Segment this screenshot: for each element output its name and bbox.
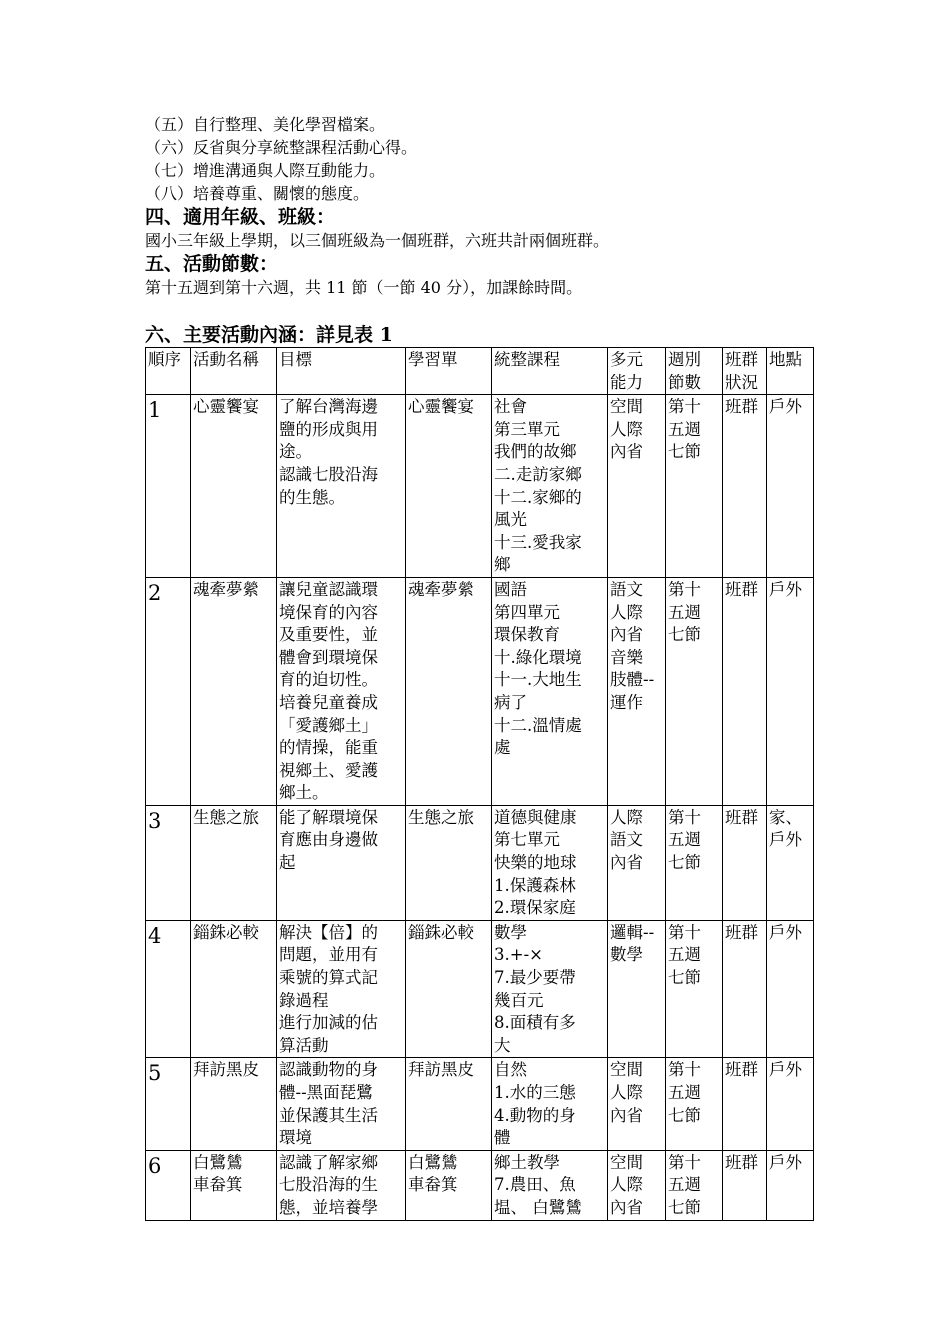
cell-sheet (406, 920, 492, 1058)
cell-group (723, 395, 767, 578)
document-page (145, 113, 815, 1221)
cell-line: 家、 (769, 807, 802, 827)
cell-line: 3.+-× (494, 945, 543, 965)
cell-line: 十三.愛我家 (494, 532, 582, 552)
cell-line: 目標 (279, 350, 312, 369)
cell-line: 戶外 (769, 922, 802, 942)
cell-line: 育應由身邊做 (279, 830, 378, 850)
cell-line: 內省 (610, 442, 643, 462)
cell-line: 五週 (668, 1175, 701, 1195)
cell-group (723, 1058, 767, 1150)
intro-item: （七）增進溝通與人際互動能力。 (145, 161, 386, 180)
cell-line: 了解台灣海邊 (279, 397, 378, 417)
column-header (767, 348, 814, 395)
cell-place (767, 1150, 814, 1220)
column-header (723, 348, 767, 395)
cell-line: 十二.溫情處 (494, 715, 582, 735)
cell-line: 8.面積有多 (494, 1013, 576, 1033)
cell-line: 車畚箕 (193, 1175, 243, 1195)
cell-line: 「愛護鄉土」 (279, 715, 378, 735)
cell-ability (608, 1058, 666, 1150)
cell-sheet (406, 1058, 492, 1150)
cell-course (492, 920, 608, 1058)
cell-group (723, 805, 767, 920)
cell-line: 生態之旅 (408, 807, 474, 827)
cell-name (191, 1058, 277, 1150)
cell-sheet (406, 577, 492, 805)
column-header (492, 348, 608, 395)
cell-line: 數學 (494, 922, 527, 942)
table-header-row (146, 348, 814, 395)
cell-line: 幾百元 (494, 990, 544, 1010)
cell-sheet (406, 805, 492, 920)
cell-ability (608, 1150, 666, 1220)
cell-line: 五週 (668, 945, 701, 965)
cell-line: 地點 (769, 350, 802, 369)
cell-line: 音樂 (610, 647, 643, 667)
cell-line: 育的迫切性。 (279, 670, 378, 690)
cell-line: 風光 (494, 510, 527, 530)
row-number: 4 (146, 920, 191, 1058)
cell-week (666, 577, 723, 805)
cell-line: 內省 (610, 1197, 643, 1217)
cell-line: 人際 (610, 1083, 643, 1102)
cell-line: 車畚箕 (408, 1175, 458, 1195)
table-row (146, 1058, 814, 1150)
cell-line: 班群 (725, 350, 758, 369)
column-header (666, 348, 723, 395)
cell-line: 起 (279, 853, 296, 873)
cell-line: 內省 (610, 1105, 643, 1125)
cell-goal (277, 395, 406, 578)
cell-line: 的生態。 (279, 487, 345, 507)
cell-place (767, 920, 814, 1058)
cell-line: 學習單 (408, 350, 458, 369)
cell-place (767, 577, 814, 805)
cell-course (492, 805, 608, 920)
cell-line: 戶外 (769, 830, 802, 850)
cell-line: 自然 (494, 1060, 527, 1080)
cell-line: 錄過程 (279, 990, 329, 1010)
column-header (191, 348, 277, 395)
cell-line: 認識了解家鄉 (279, 1152, 378, 1172)
cell-line: 戶外 (769, 579, 802, 599)
cell-line: 戶外 (769, 1152, 802, 1172)
cell-line: 七節 (668, 1197, 701, 1217)
cell-line: 的情操，能重 (279, 738, 378, 758)
cell-line: 空間 (610, 1152, 643, 1172)
cell-line: 1.保護森林 (494, 875, 576, 895)
cell-week (666, 1058, 723, 1150)
cell-line: 多元 (610, 350, 643, 369)
cell-line: 體會到環境保 (279, 647, 378, 667)
cell-line: 體--黑面琵鷺 (279, 1083, 373, 1102)
cell-name (191, 395, 277, 578)
cell-line: 鄉 (494, 555, 511, 575)
table-body (146, 395, 814, 1220)
table-row (146, 920, 814, 1058)
activity-table (145, 347, 814, 1221)
cell-line: 內省 (610, 625, 643, 645)
cell-line: 七節 (668, 968, 701, 988)
cell-line: 邏輯-- (610, 922, 655, 942)
cell-line: 順序 (148, 350, 181, 369)
row-number: 2 (146, 577, 191, 805)
section4-heading: 四、適用年級、班級： (145, 206, 336, 228)
cell-line: 第七單元 (494, 830, 560, 850)
cell-name (191, 1150, 277, 1220)
cell-line: 五週 (668, 830, 701, 850)
cell-line: 7.最少要帶 (494, 968, 576, 988)
cell-line: 病了 (494, 692, 527, 712)
cell-line: 境保育的內容 (279, 602, 378, 622)
cell-line: 二.走訪家鄉 (494, 464, 582, 484)
spacer (145, 299, 815, 323)
cell-line: 人際 (610, 807, 643, 827)
cell-line: 第四單元 (494, 602, 560, 622)
cell-line: 戶外 (769, 397, 802, 417)
cell-line: 1.水的三態 (494, 1083, 576, 1102)
cell-line: 十.綠化環境 (494, 647, 582, 667)
cell-line: 七節 (668, 625, 701, 645)
cell-line: 第三單元 (494, 419, 560, 439)
cell-line: 7.農田、魚 (494, 1175, 576, 1195)
cell-line: 培養兒童養成 (279, 692, 378, 712)
cell-place (767, 395, 814, 578)
cell-line: 環境 (279, 1128, 312, 1148)
cell-line: 快樂的地球 (494, 853, 577, 873)
cell-course (492, 1058, 608, 1150)
cell-course (492, 577, 608, 805)
cell-line: 處 (494, 738, 511, 758)
table-row (146, 1150, 814, 1220)
cell-group (723, 920, 767, 1058)
cell-line: 途。 (279, 442, 312, 462)
cell-line: 狀況 (725, 372, 758, 392)
cell-line: 進行加減的估 (279, 1013, 378, 1033)
cell-line: 態，並培養學 (279, 1197, 378, 1217)
cell-line: 七股沿海的生 (279, 1175, 378, 1195)
cell-ability (608, 805, 666, 920)
cell-line: 班群 (725, 1060, 758, 1080)
cell-line: 塭、 白鷺鷥 (494, 1197, 582, 1217)
section6-heading: 六、主要活動內涵：詳見表 1 (145, 324, 393, 346)
cell-line: 空間 (610, 397, 643, 417)
intro-item: （五）自行整理、美化學習檔案。 (145, 115, 386, 134)
cell-line: 第十 (668, 579, 701, 599)
cell-line: 白鷺鷥 (408, 1152, 458, 1172)
cell-line: 節數 (668, 372, 701, 392)
cell-line: 班群 (725, 397, 758, 417)
cell-line: 第十 (668, 1152, 701, 1172)
cell-line: 運作 (610, 692, 643, 712)
cell-line: 班群 (725, 579, 758, 599)
cell-goal (277, 1150, 406, 1220)
section5-body: 第十五週到第十六週，共 11 節（一節 40 分），加課餘時間。 (145, 278, 583, 297)
cell-ability (608, 577, 666, 805)
cell-line: 數學 (610, 945, 643, 965)
cell-week (666, 920, 723, 1058)
column-header (406, 348, 492, 395)
cell-line: 五週 (668, 419, 701, 439)
cell-line: 十一.大地生 (494, 670, 582, 690)
cell-line: 第十 (668, 922, 701, 942)
cell-line: 白鷺鷥 (193, 1152, 243, 1172)
cell-week (666, 395, 723, 578)
cell-ability (608, 395, 666, 578)
cell-place (767, 1058, 814, 1150)
cell-goal (277, 805, 406, 920)
cell-week (666, 1150, 723, 1220)
cell-line: 統整課程 (494, 350, 560, 369)
cell-line: 週別 (668, 350, 701, 369)
cell-group (723, 1150, 767, 1220)
row-number: 3 (146, 805, 191, 920)
cell-line: 十二.家鄉的 (494, 487, 582, 507)
cell-line: 國語 (494, 579, 527, 599)
cell-line: 鄉土。 (279, 783, 329, 803)
cell-line: 人際 (610, 602, 643, 622)
row-number: 5 (146, 1058, 191, 1150)
cell-line: 班群 (725, 807, 758, 827)
cell-line: 道德與健康 (494, 807, 577, 827)
cell-goal (277, 1058, 406, 1150)
cell-line: 解決【倍】的 (279, 922, 378, 942)
cell-name (191, 920, 277, 1058)
cell-line: 五週 (668, 1083, 701, 1102)
cell-line: 語文 (610, 579, 643, 599)
cell-week (666, 805, 723, 920)
cell-line: 人際 (610, 419, 643, 439)
cell-course (492, 1150, 608, 1220)
cell-line: 拜訪黑皮 (193, 1060, 259, 1080)
cell-place (767, 805, 814, 920)
cell-line: 讓兒童認識環 (279, 579, 378, 599)
intro-item: （八）培養尊重、關懷的態度。 (145, 184, 370, 203)
cell-line: 空間 (610, 1060, 643, 1080)
cell-line: 社會 (494, 397, 527, 417)
cell-line: 七節 (668, 442, 701, 462)
column-header (608, 348, 666, 395)
cell-ability (608, 920, 666, 1058)
intro-item: （六）反省與分享統整課程活動心得。 (145, 138, 418, 157)
row-number: 1 (146, 395, 191, 578)
table-row (146, 577, 814, 805)
cell-line: 拜訪黑皮 (408, 1060, 474, 1080)
cell-group (723, 577, 767, 805)
cell-line: 第十 (668, 807, 701, 827)
cell-line: 我們的故鄉 (494, 442, 577, 462)
table-row (146, 805, 814, 920)
cell-line: 心靈饗宴 (408, 397, 474, 417)
cell-line: 認識七股沿海 (279, 464, 378, 484)
cell-line: 能力 (610, 372, 643, 392)
cell-line: 認識動物的身 (279, 1060, 378, 1080)
cell-line: 錙銖必較 (408, 922, 474, 942)
cell-line: 體 (494, 1128, 511, 1148)
cell-line: 內省 (610, 853, 643, 873)
cell-line: 及重要性，並 (279, 625, 378, 645)
row-number: 6 (146, 1150, 191, 1220)
cell-line: 算活動 (279, 1035, 329, 1055)
cell-goal (277, 920, 406, 1058)
cell-line: 問題，並用有 (279, 945, 378, 965)
cell-line: 2.環保家庭 (494, 898, 576, 918)
cell-line: 4.動物的身 (494, 1105, 576, 1125)
cell-line: 肢體-- (610, 670, 655, 690)
cell-line: 五週 (668, 602, 701, 622)
cell-line: 第十 (668, 397, 701, 417)
cell-sheet (406, 395, 492, 578)
table-row (146, 395, 814, 578)
cell-line: 七節 (668, 1105, 701, 1125)
cell-name (191, 805, 277, 920)
cell-line: 錙銖必較 (193, 922, 259, 942)
cell-line: 語文 (610, 830, 643, 850)
cell-line: 生態之旅 (193, 807, 259, 827)
cell-line: 班群 (725, 922, 758, 942)
cell-line: 大 (494, 1035, 511, 1055)
cell-line: 鄉土教學 (494, 1152, 560, 1172)
cell-line: 人際 (610, 1175, 643, 1195)
cell-line: 魂牽夢縈 (408, 579, 474, 599)
column-header (277, 348, 406, 395)
section4-body: 國小三年級上學期，以三個班級為一個班群，六班共計兩個班群。 (145, 231, 610, 250)
cell-name (191, 577, 277, 805)
cell-line: 七節 (668, 853, 701, 873)
cell-line: 並保護其生活 (279, 1105, 378, 1125)
cell-course (492, 395, 608, 578)
cell-line: 視鄉土、愛護 (279, 760, 378, 780)
section5-heading: 五、活動節數： (145, 253, 279, 275)
column-header (146, 348, 191, 395)
cell-line: 戶外 (769, 1060, 802, 1080)
cell-line: 環保教育 (494, 625, 560, 645)
cell-line: 班群 (725, 1152, 758, 1172)
cell-line: 第十 (668, 1060, 701, 1080)
cell-sheet (406, 1150, 492, 1220)
cell-line: 乘號的算式記 (279, 968, 378, 988)
cell-line: 魂牽夢縈 (193, 579, 259, 599)
cell-line: 鹽的形成與用 (279, 419, 378, 439)
cell-line: 心靈饗宴 (193, 397, 259, 417)
cell-line: 活動名稱 (193, 350, 259, 369)
cell-line: 能了解環境保 (279, 807, 378, 827)
cell-goal (277, 577, 406, 805)
